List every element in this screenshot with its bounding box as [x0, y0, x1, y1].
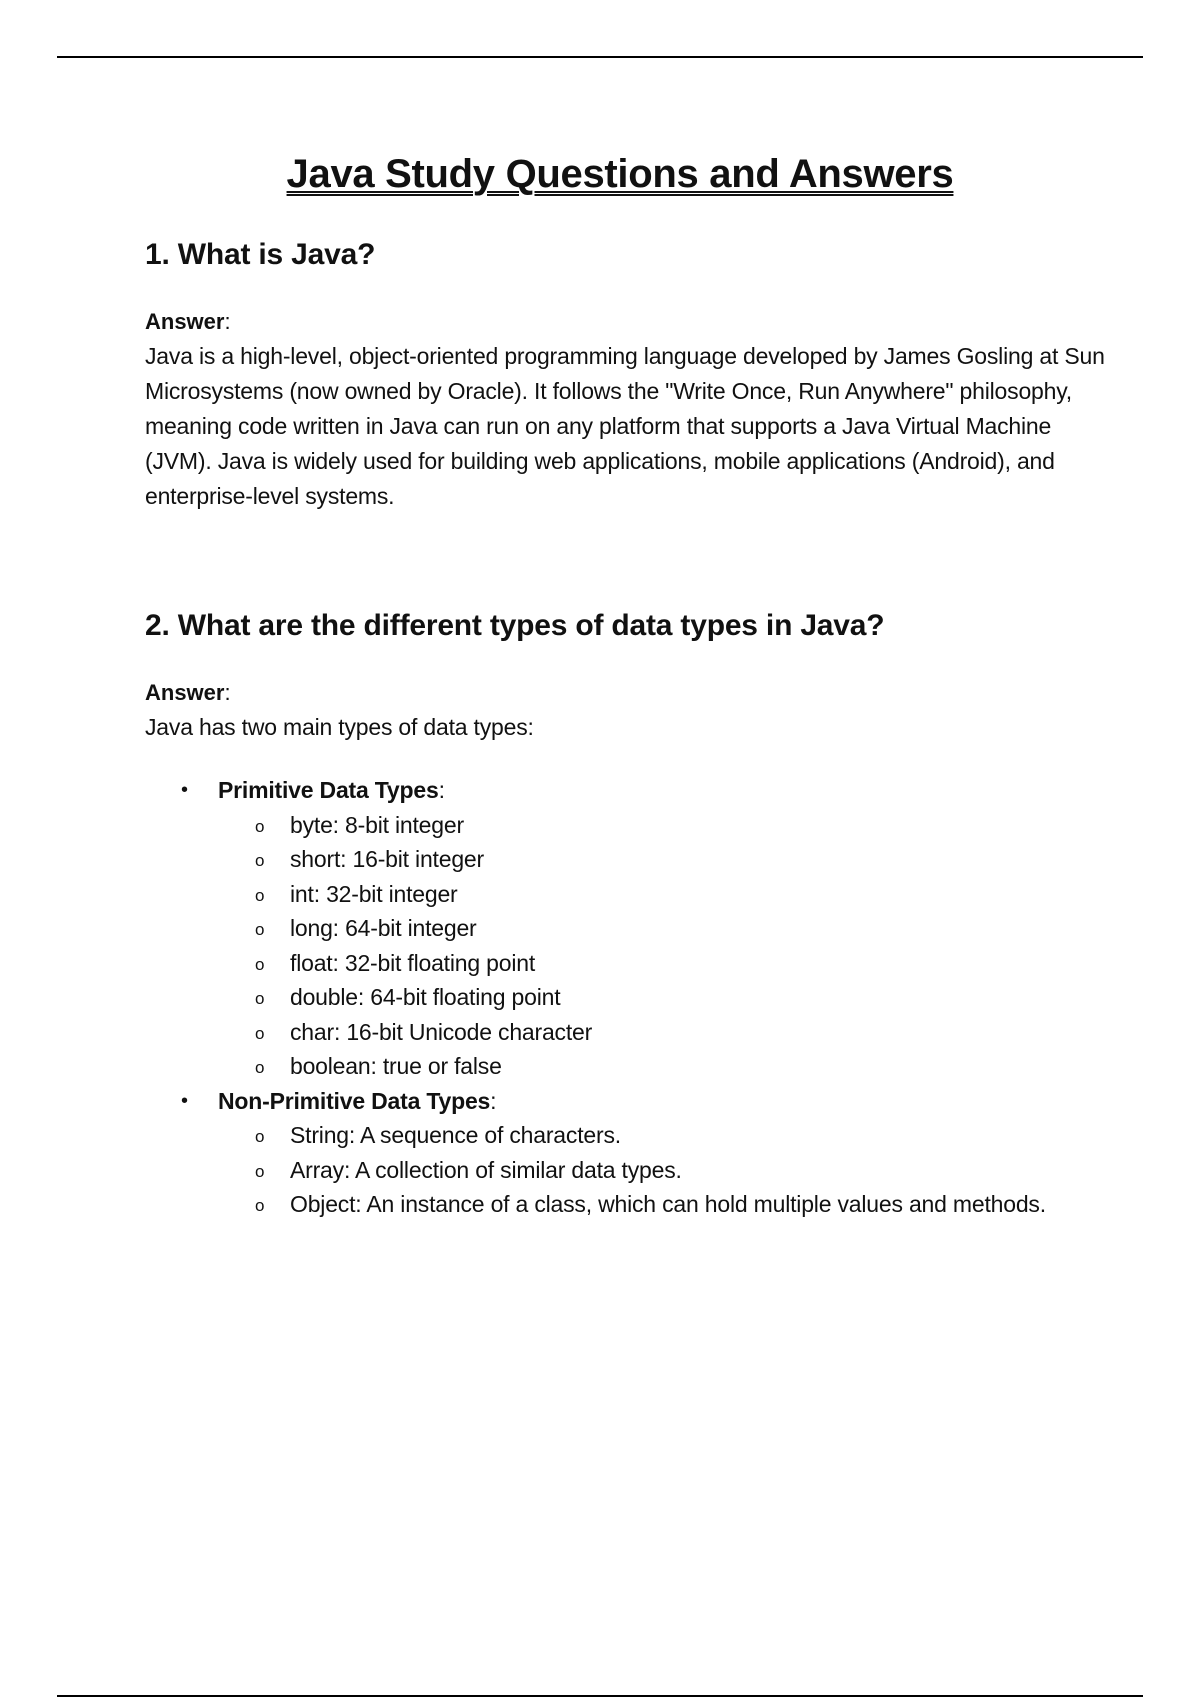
circle-bullet-icon: o — [255, 920, 265, 939]
question-2-answer — [145, 676, 1105, 745]
list-item: o byte: 8-bit integer — [145, 808, 1105, 843]
list-item: o short: 16-bit integer — [145, 842, 1105, 877]
circle-bullet-icon: o — [255, 885, 265, 905]
circle-bullet-icon: o — [255, 816, 265, 836]
list-item: o double: 64-bit floating point — [145, 980, 1105, 1015]
list-item: • Non-Primitive Data Types: — [145, 1084, 1105, 1119]
circle-bullet-icon: o — [255, 1127, 265, 1146]
group-label: Primitive Data Types — [218, 777, 439, 803]
list-item: o boolean: true or false — [145, 1049, 1105, 1084]
circle-bullet-icon: o — [255, 1196, 265, 1215]
circle-bullet-icon: o — [255, 1161, 265, 1181]
bullet-icon: • — [181, 779, 188, 801]
header-rule — [57, 56, 1143, 58]
circle-bullet-icon: o — [255, 1023, 265, 1043]
question-1-heading: 1. What is Java? — [145, 238, 376, 271]
list-item: o Array: A collection of similar data types. — [145, 1153, 1105, 1188]
list-item: o int: 32-bit integer — [145, 877, 1105, 912]
answer-text: Java has two main types of data types: — [145, 714, 534, 740]
circle-bullet-icon: o — [255, 954, 265, 974]
question-2 — [145, 607, 1105, 645]
circle-bullet-icon: o — [255, 989, 265, 1008]
circle-bullet-icon: o — [255, 1058, 265, 1077]
list-item: o long: 64-bit integer — [145, 911, 1105, 946]
question-2-heading: 2. What are the different types of data types in Java? — [145, 609, 885, 642]
list-item: o String: A sequence of characters. — [145, 1118, 1105, 1153]
list-item: • Primitive Data Types: — [145, 773, 1105, 808]
list-item: o Object: An instance of a class, which can hold multiple values and methods. — [145, 1187, 1105, 1222]
question-1-answer — [145, 305, 1105, 514]
group-label: Non-Primitive Data Types — [218, 1087, 491, 1114]
document-title — [0, 150, 1200, 198]
circle-bullet-icon: o — [255, 851, 265, 870]
bullet-icon: • — [181, 1089, 188, 1112]
list-item: o char: 16-bit Unicode character — [145, 1015, 1105, 1050]
answer-label: Answer: — [145, 309, 231, 334]
list-item: o float: 32-bit floating point — [145, 946, 1105, 981]
question-1 — [145, 236, 1105, 274]
document-title-text: Java Study Questions and Answers — [286, 152, 954, 196]
answer-label: Answer: — [145, 680, 231, 705]
footer-rule — [57, 1695, 1143, 1697]
answer-text: Java is a high-level, object-oriented programming language developed by James Gosling at Sun Microsystems (now owned by Oracle). It follows the "Write Once, Run Anywhere" philosophy, meaning code written in Java can run on any platform that supports a Java Virtual Machine (JVM). Java is widely used for building web applications, mobile applications (Android), and enterprise-level systems. — [145, 343, 1105, 509]
data-types-list — [145, 773, 1105, 1222]
